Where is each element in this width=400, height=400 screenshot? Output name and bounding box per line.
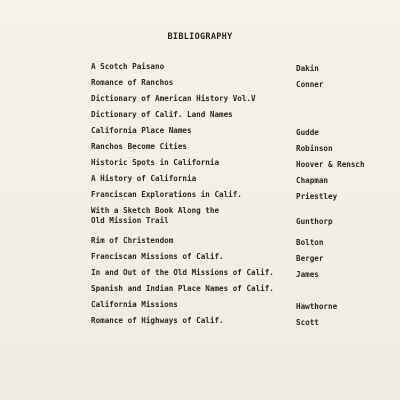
- entry-author: Bolton: [296, 238, 324, 247]
- entry-title: In and Out of the Old Missions of Calif.: [91, 268, 274, 277]
- bibliography-entry: [0, 281, 400, 297]
- entry-author: Robinson: [296, 144, 333, 153]
- bibliography-entry: [0, 75, 400, 91]
- bibliography-entry: [0, 265, 400, 281]
- entry-title: Romance of Ranchos: [91, 78, 174, 87]
- entry-title: Historic Spots in California: [91, 158, 220, 167]
- entry-author: Gudde: [296, 128, 319, 137]
- entry-title: Ranchos Become Cities: [91, 142, 188, 151]
- bibliography-entry: [0, 203, 400, 233]
- entry-author: Chapman: [296, 176, 329, 185]
- entry-author: Conner: [296, 80, 324, 89]
- entry-author: Scott: [296, 318, 319, 327]
- bibliography-entry: [0, 107, 400, 123]
- entry-title: Franciscan Missions of Calif.: [91, 252, 224, 261]
- entry-title: Franciscan Explorations in Calif.: [91, 190, 242, 199]
- entry-title: Dictionary of Calif. Land Names: [91, 110, 233, 119]
- entry-author: Hawthorne: [296, 302, 338, 311]
- bibliography-entry: [0, 187, 400, 203]
- entry-author: James: [296, 270, 319, 279]
- bibliography-entry: [0, 249, 400, 265]
- bibliography-entry: [0, 233, 400, 249]
- bibliography-entry: [0, 171, 400, 187]
- bibliography-entry: [0, 155, 400, 171]
- entry-title: A History of California: [91, 174, 197, 183]
- entry-author: Priestley: [296, 192, 338, 201]
- bibliography-entry: [0, 91, 400, 107]
- entry-author: Gunthorp: [296, 217, 333, 226]
- entry-title: Rim of Christendom: [91, 236, 174, 245]
- entry-title: California Place Names: [91, 126, 192, 135]
- entry-author: Berger: [296, 254, 324, 263]
- bibliography-entry: [0, 313, 400, 329]
- entry-title: California Missions: [91, 300, 178, 309]
- entry-author: Hoover & Rensch: [296, 160, 365, 169]
- entry-title: Romance of Highways of Calif.: [91, 316, 224, 325]
- bibliography-entry: [0, 123, 400, 139]
- bibliography-entry: [0, 139, 400, 155]
- entry-title: Dictionary of American History Vol.V: [91, 94, 256, 103]
- entry-author: Dakin: [296, 64, 319, 73]
- bibliography-entry: [0, 59, 400, 75]
- entry-title: With a Sketch Book Along the Old Mission Trail: [91, 206, 220, 225]
- bibliography-list: [0, 59, 400, 329]
- page-title: BIBLIOGRAPHY: [167, 32, 233, 42]
- entry-title: A Scotch Paisano: [91, 62, 165, 71]
- bibliography-entry: [0, 297, 400, 313]
- entry-title: Spanish and Indian Place Names of Calif.: [91, 284, 274, 293]
